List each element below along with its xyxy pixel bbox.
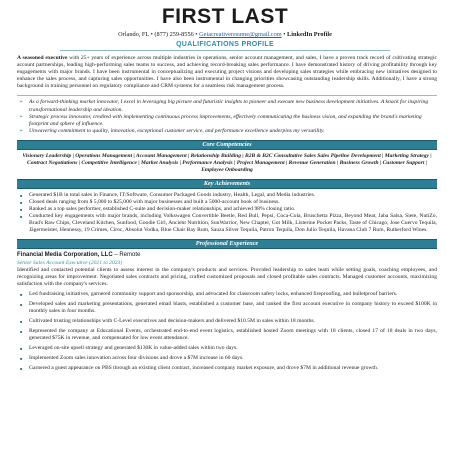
highlight-item: ➢ Unwavering commitment to quality, innovation, exceptional customer service, and performance excellence underpins my versatility.	[17, 128, 437, 135]
summary-paragraph	[17, 55, 437, 90]
achievement-item: ■ Ranked as a top sales performer, established C-suite and decision-maker relationships, and achieved 98% closing ratio.	[17, 206, 437, 213]
experience-item: ■ Implemented Zoom sales innovation across four divisions and drove a $7M increase in 60 days.	[17, 355, 437, 362]
contact-line	[0, 30, 450, 39]
qualifications-heading: QUALIFICATIONS PROFILE	[60, 40, 390, 51]
achievement-item: ■ Closed deals ranging from $ 5,000 to $25,000 with major businesses and built a 5000-account book of business.	[17, 199, 437, 206]
core-competencies-text: Visionary Leadership | Operations Management | Account Management | Relationship Building | B2B & B2C Consultative Sales Sales Pipeline Development | Marketing Strategy | Contract Negotiations | Competitive Intelligence | Market Analysis | Performance Analysis | Project Management | Revenue Generation | Business Growth | Customer Support | Employee Onboarding	[22, 152, 432, 174]
linkedin-profile-link[interactable]: LinkedIn Profile	[287, 31, 332, 38]
experience-item: ■ Garnered a guest appearance on PBS through an existing client contract, increased company market exposure, and drove $7M in additional revenue growth.	[17, 365, 437, 372]
candidate-name: FIRST LAST	[161, 5, 289, 28]
achievements-list	[17, 192, 437, 234]
core-competencies-heading: Core Competencies	[17, 140, 437, 150]
professional-experience-heading: Professional Experience	[17, 239, 437, 249]
job-title: Senior Sales Account Executive (2021 to 2023)	[17, 259, 123, 266]
experience-item: ■ Leveraged on-site upsell strategy and generated $130K in value-added sales within two days.	[17, 345, 437, 352]
experience-list	[17, 291, 437, 372]
separator: •	[149, 31, 155, 38]
highlight-item: ➢ As a forward-thinking market innovator, I excel in leveraging big picture and futuristic insights to pioneer and execute new business development initiatives. A knack for inspiring transformational leadership and ideation.	[17, 99, 437, 113]
email-link[interactable]: Getacreativeresume@gmail.com	[199, 31, 282, 38]
company-line	[17, 252, 437, 260]
summary-lead: A seasoned executive	[17, 55, 68, 61]
key-achievements-heading: Key Achievements	[17, 179, 437, 189]
company-location: – Remote	[112, 252, 141, 259]
highlight-list	[17, 99, 437, 134]
separator: •	[281, 31, 288, 38]
divider	[17, 95, 437, 96]
phone-text: (877) 259-8556	[154, 31, 194, 38]
achievement-item: ■ Conducted key engagements with major brands, including Volkswagen Convertible Beetle, Red Bull, Pepsi, Coca-Cola, Bruschetta Pizza, Beyond Meat, Jaba Salsa, Siete, NutiZo, Brad's Raw Chips, Cleveland Kitchen, Sunfood, Goodie Girl, Ancient Nutrition, SunWarrior, New Chapter, Got Milk, Listerine Pocket Packs, Taste of Chicago, Jose Cuervo Tequila, Jägermeister, Hennessy, 19 Crimes, Ciroc, Absolut Vodka, Blue Chair Bay Rum, Sauza Silver Tequila, Patron Tequila, Don Julio Tequila, Havana Club 7 Rum, Rutherford Wines.	[17, 213, 437, 234]
experience-item: ■ Cultivated trusting relationships with C-Level executives and decision-makers and delivered $10.5M in sales within 18 months.	[17, 318, 437, 325]
experience-item: ■ Represented the company at Educational Events, orchestrated end-to-end event logistics, established hosted Zoom meetings with 18 clients, closed 17 of 18 deals in two days, generated $75K in revenue, and compensated for low event attendance.	[17, 328, 437, 342]
experience-item: ■ Led fundraising initiatives, garnered community support and sponsorship, and advocated for classroom safety locks, enhanced fireproofing, and bulletproof barriers.	[17, 291, 437, 298]
separator: •	[193, 31, 200, 38]
location-text: Orlando, FL	[118, 31, 150, 38]
achievement-item: ■ Generated $1B in total sales in Finance, IT/Software, Consumer Packaged Goods industry, Health, Legal, and Media industries.	[17, 192, 437, 199]
summary-text: with 25+ years of experience across multiple industries in operations, senior account management, and sales, I have a proven track record of cultivating strategic account partnerships, leading high-performing sales teams to success, and achieving record-breaking sales performance. I have demonstrated history of driving profitability through key engagements with major brands. I have been instrumental in conceptualizing and executing project visions and developing sales strategies while embracing new initiatives designed to enhance the sales process, and capturing sales opportunities. I have also been instrumental in changing priorities showcasing outstanding leadership skills. Additionally, I have a strong background in training personnel on regulatory compliance and CRM systems for a seamless risk management process.	[17, 55, 438, 90]
experience-item: ■ Developed sales and marketing presentations, generated email blasts, established a customer base, and ranked the first account executive in company history to exceed $100K in monthly sales in four months.	[17, 301, 437, 315]
highlight-item: ➢ Strategic process innovator, credited with implementing continuous process improvements, effectively communicating the business vision, and expanding the brand's marketing footprint and sphere of influence.	[17, 114, 437, 128]
company-name: Financial Media Corporation, LLC	[17, 252, 113, 259]
job-description: Identified and contacted potential clients to assess interest in the company's products and services. Provided leadership to sales team while setting goals, coaching employees, and recognizing areas for improvement. Negotiated sales contracts and pricing, crafted customized proposals and closed profitable sales contracts. Managed customer accounts, maximizing satisfaction with the company's services.	[17, 266, 437, 287]
